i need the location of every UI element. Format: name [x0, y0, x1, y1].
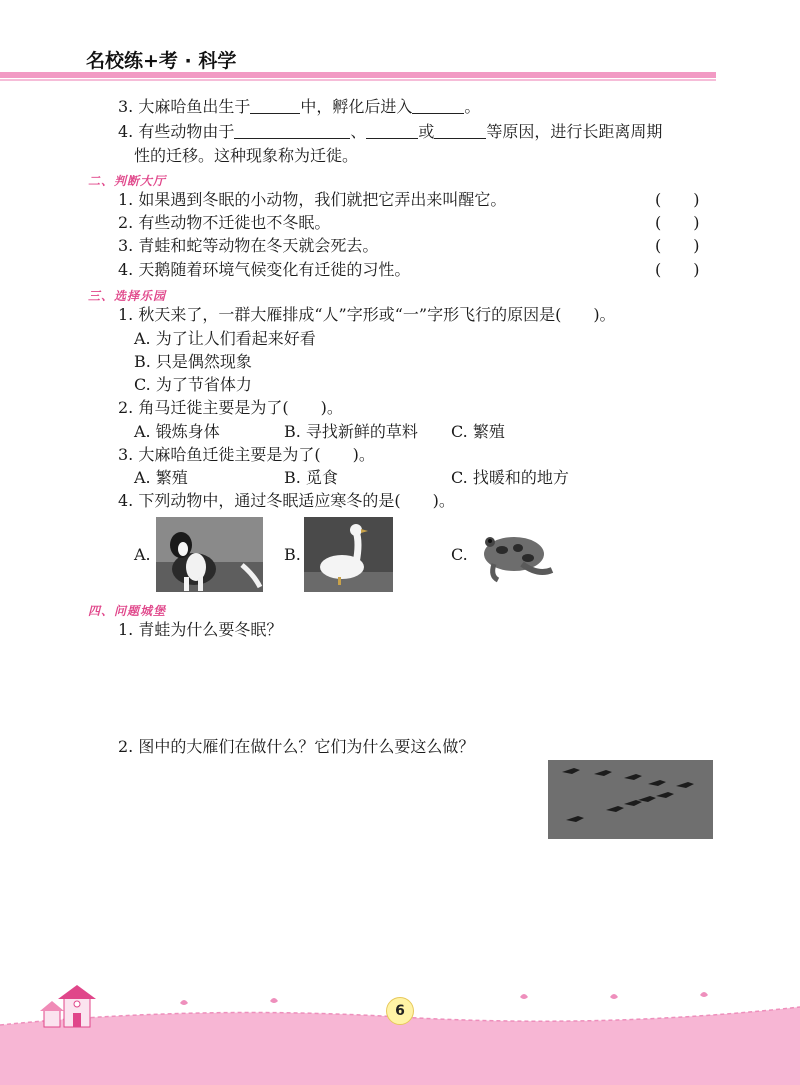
- fill-blank[interactable]: [366, 122, 418, 139]
- choice-q1-option-a[interactable]: A. 为了让人们看起来好看: [134, 329, 316, 348]
- choice-q1-option-c[interactable]: C. 为了节省体力: [134, 375, 252, 394]
- choice-q4-option-a[interactable]: A.: [134, 545, 151, 564]
- choice-q4-option-b[interactable]: B.: [284, 545, 301, 564]
- fill-question-3: [118, 97, 480, 117]
- choice-q2-option-a[interactable]: A. 锻炼身体: [134, 422, 220, 441]
- fill-q3-prefix: 3. 大麻哈鱼出生于: [118, 97, 251, 116]
- header-bar: [0, 72, 716, 78]
- choice-q2-option-b[interactable]: B. 寻找新鲜的草料: [284, 422, 418, 441]
- choice-q2-stem: 2. 角马迁徙主要是为了( )。: [118, 398, 343, 417]
- header-bar-thin: [0, 79, 716, 81]
- fill-q4-sep2: 或: [418, 122, 435, 141]
- judge-answer-paren[interactable]: ( ): [655, 260, 700, 279]
- section-title-judge: 二、判断大厅: [88, 174, 167, 188]
- fill-blank[interactable]: [250, 97, 300, 114]
- section-title-problem: 四、问题城堡: [88, 604, 167, 618]
- goose-photo: [304, 517, 393, 592]
- page-number: 6: [386, 997, 414, 1025]
- judge-answer-paren[interactable]: ( ): [655, 236, 700, 255]
- choice-q4-stem: 4. 下列动物中，通过冬眠适应寒冬的是( )。: [118, 491, 455, 510]
- choice-q3-stem: 3. 大麻哈鱼迁徙主要是为了( )。: [118, 445, 375, 464]
- page-header-title: 名校练+考 · 科学: [86, 50, 237, 72]
- fill-question-4: [118, 122, 662, 142]
- fill-q4-sep1: 、: [350, 122, 367, 141]
- judge-answer-paren[interactable]: ( ): [655, 213, 700, 232]
- judge-item: 1. 如果遇到冬眠的小动物，我们就把它弄出来叫醒它。: [118, 190, 507, 209]
- problem-q1: 1. 青蛙为什么要冬眠？: [118, 620, 283, 639]
- judge-item: 2. 有些动物不迁徙也不冬眠。: [118, 213, 331, 232]
- choice-q3-option-a[interactable]: A. 繁殖: [134, 468, 188, 487]
- fill-q3-suffix: 。: [464, 97, 481, 116]
- wild-geese-photo: [548, 760, 713, 839]
- judge-item: 3. 青蛙和蛇等动物在冬天就会死去。: [118, 236, 379, 255]
- fill-q4-prefix: 4. 有些动物由于: [118, 122, 235, 141]
- fill-q4-suffix: 等原因，进行长距离周期: [486, 122, 663, 141]
- section-title-choice: 三、选择乐园: [88, 289, 167, 303]
- choice-q1-stem: 1. 秋天来了，一群大雁排成“人”字形或“一”字形飞行的原因是( )。: [118, 305, 616, 324]
- fill-blank[interactable]: [234, 122, 350, 139]
- judge-answer-paren[interactable]: ( ): [655, 190, 700, 209]
- problem-q2: 2. 图中的大雁们在做什么？它们为什么要这么做？: [118, 737, 475, 756]
- choice-q2-option-c[interactable]: C. 繁殖: [451, 422, 505, 441]
- choice-q3-option-c[interactable]: C. 找暖和的地方: [451, 468, 569, 487]
- fill-question-4-line2: 性的迁移。这种现象称为迁徙。: [134, 146, 359, 165]
- fill-blank[interactable]: [412, 97, 464, 114]
- house-icon: [40, 985, 96, 1027]
- fill-q3-middle: 中，孵化后进入: [300, 97, 413, 116]
- choice-q1-option-b[interactable]: B. 只是偶然现象: [134, 352, 252, 371]
- dog-photo: [156, 517, 263, 592]
- choice-q3-option-b[interactable]: B. 觅食: [284, 468, 338, 487]
- choice-q4-option-c[interactable]: C.: [451, 545, 468, 564]
- frog-photo: [472, 524, 556, 584]
- fill-blank[interactable]: [434, 122, 486, 139]
- judge-item: 4. 天鹅随着环境气候变化有迁徙的习性。: [118, 260, 411, 279]
